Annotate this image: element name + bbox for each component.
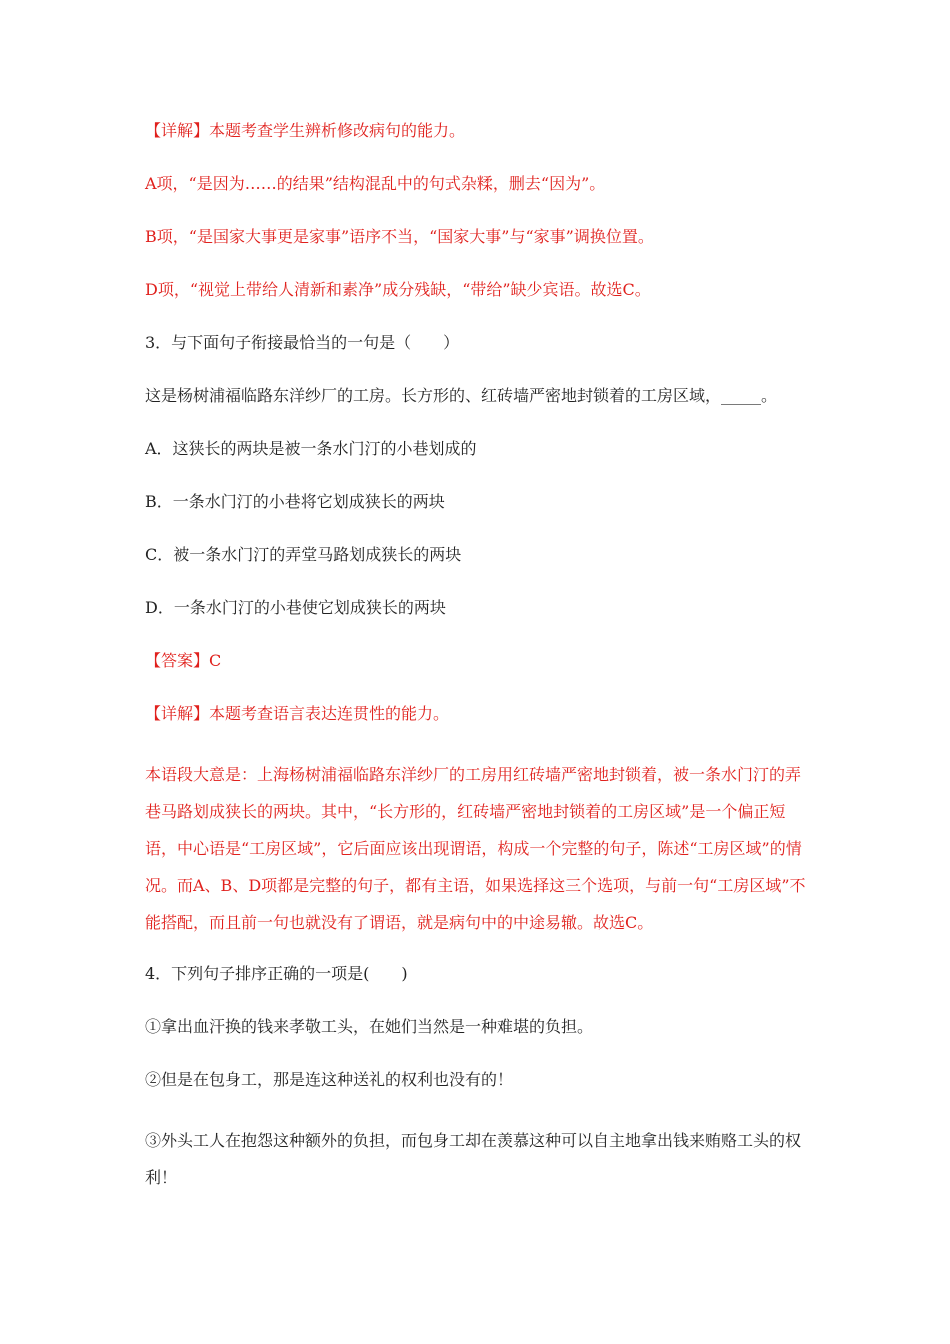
detail-line-1 xyxy=(145,120,815,142)
document-page xyxy=(145,120,815,1218)
question-3-explanation: 本语段大意是：上海杨树浦福临路东洋纱厂的工房用红砖墙严密地封锁着，被一条水门汀的弄巷马路划成狭长的两块。其中，“长方形的，红砖墙严密地封锁着的工房区域”是一个偏正短语，中心语是“工房区域”，它后面应该出现谓语，构成一个完整的句子，陈述“工房区域”的情况。而A、B、D项都是完整的句子，都有主语，如果选择这三个选项，与前一句“工房区域”不能搭配，而且前一句也就没有了谓语，就是病句中的中途易辙。故选C。 xyxy=(145,765,806,932)
question-4-sentence-3: ③外头工人在抱怨这种额外的负担，而包身工却在羡慕这种可以自主地拿出钱来贿赂工头的权利！ xyxy=(145,1131,802,1187)
explanation-item-b: B项，“是国家大事更是家事”语序不当，“国家大事”与“家事”调换位置。 xyxy=(145,227,654,246)
answer-value: C xyxy=(209,651,222,670)
explanation-item-d: D项，“视觉上带给人清新和素净”成分残缺，“带给”缺少宾语。故选C。 xyxy=(145,280,651,299)
detail-tag: 【详解】 xyxy=(145,704,210,723)
detail-text: 本题考查语言表达连贯性的能力。 xyxy=(209,704,450,723)
question-4-stem: 4．下列句子排序正确的一项是( ) xyxy=(145,964,408,983)
question-3-detail xyxy=(145,703,815,725)
question-3-option-b: B．一条水门汀的小巷将它划成狭长的两块 xyxy=(145,492,445,511)
question-3-passage: 这是杨树浦福临路东洋纱厂的工房。长方形的、红砖墙严密地封锁着的工房区域，_____。 xyxy=(145,386,778,405)
question-4-sentence-2: ②但是在包身工，那是连这种送礼的权利也没有的！ xyxy=(145,1070,514,1089)
explanation-item-a: A项，“是因为……的结果”结构混乱中的句式杂糅，删去“因为”。 xyxy=(145,174,606,193)
question-3-option-a: A．这狭长的两块是被一条水门汀的小巷划成的 xyxy=(145,439,477,458)
answer-tag: 【答案】 xyxy=(145,651,210,670)
question-3-answer xyxy=(145,650,815,672)
detail-text: 本题考查学生辨析修改病句的能力。 xyxy=(209,121,466,140)
question-3-option-c: C．被一条水门汀的弄堂马路划成狭长的两块 xyxy=(145,545,462,564)
question-3-option-d: D．一条水门汀的小巷使它划成狭长的两块 xyxy=(145,598,446,617)
question-4-sentence-1: ①拿出血汗换的钱来孝敬工头，在她们当然是一种难堪的负担。 xyxy=(145,1017,594,1036)
detail-tag: 【详解】 xyxy=(145,121,210,140)
question-3-stem: 3．与下面句子衔接最恰当的一句是（ ） xyxy=(145,333,460,352)
